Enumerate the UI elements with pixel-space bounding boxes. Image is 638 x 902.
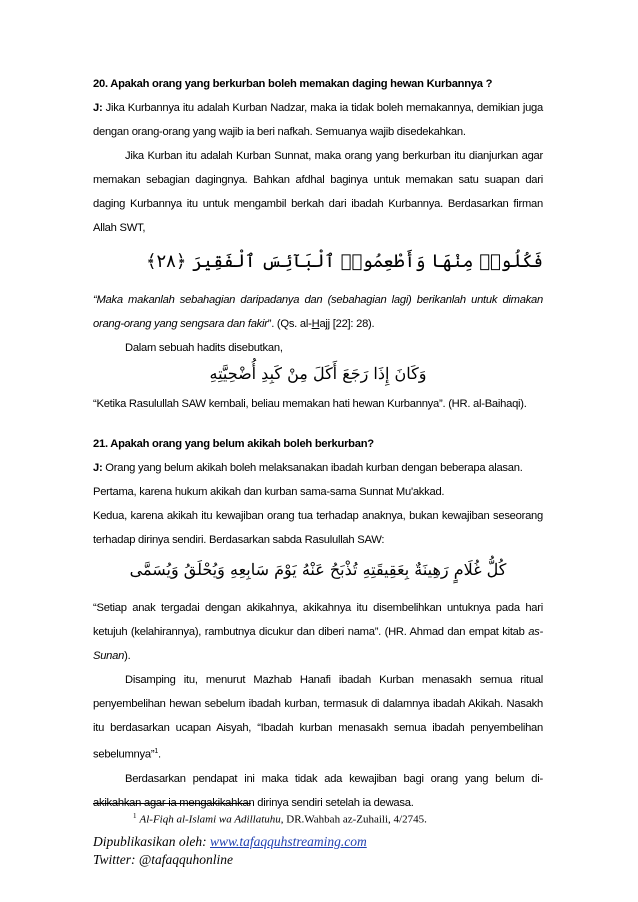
hadith-translation-2-text: ketujuh (kelahirannya), rambutnya dicukur dan diberi nama”. (HR. Ahmad dan empat kitab	[93, 626, 529, 638]
reason-2-line-2: terhadap dirinya sendiri. Berdasarkan sabda Rasulullah SAW:	[93, 534, 385, 546]
verse-translation-text-2: orang-orang yang sengsara dan fakir	[93, 318, 268, 330]
hadith-translation-2-line-2	[93, 620, 543, 644]
footnote-reference[interactable]: 1	[154, 748, 158, 755]
paragraph-sunnat-line-1: Jika Kurban itu adalah Kurban Sunnat, maka orang yang berkurban itu dianjurkan agar	[125, 150, 543, 162]
paragraph-hanafi-line-3: itu berdasarkan ucapan Aisyah, “Ibadah kurban menasakh semua ibadah penyembelihan	[93, 722, 543, 734]
arabic-verse: فَكُلُوا۟ مِنْهَا وَأَطْعِمُوا۟ ٱلْبَآئِسَ ٱلْفَقِيرَ ﴿٢٨﴾	[145, 251, 543, 272]
verse-translation-line-1	[93, 288, 543, 312]
answer-prefix: J:	[93, 102, 103, 114]
paragraph-hanafi-line-2: penyembelihan hewan sebelum ibadah kurban, termasuk di dalamnya ibadah Akikah. Nasakh	[93, 698, 543, 710]
footnote-number: 1	[133, 812, 137, 820]
paragraph-sunnat-line-3: daging Kurbannya itu untuk mengambil berkah dari ibadah Kurbannya. Berdasarkan firman	[93, 198, 543, 210]
verse-reference: ”. (Qs. al-	[267, 318, 312, 330]
arabic-hadith-1: وَكَانَ إِذَا رَجَعَ أَكَلَ مِنْ كَبِدِ أُضْحِيَّتِهِ	[209, 364, 427, 383]
hadith-source-italic: as-	[528, 626, 543, 638]
publisher-link[interactable]: www.tafaqquhstreaming.com	[209, 834, 367, 849]
question-21-title: 21. Apakah orang yang belum akikah boleh berkurban?	[93, 438, 374, 450]
answer-prefix-21: J:	[93, 462, 103, 474]
answer-20-line-2: dengan orang-orang yang wajib ia beri nafkah. Semuanya wajib disedekahkan.	[93, 126, 466, 138]
hadith-source-end: ).	[124, 650, 131, 662]
publisher-line	[93, 833, 367, 851]
footnote-divider	[93, 803, 251, 804]
publisher-info	[93, 833, 367, 869]
hadith-translation-2-line-3	[93, 644, 543, 668]
footnote	[133, 812, 427, 826]
paragraph-hanafi-text: sebelumnya”	[93, 748, 155, 761]
paragraph-conclusion-line-2: akikahkan agar ia mengakikahkan dirinya sendiri setelah ia dewasa.	[93, 796, 414, 809]
arabic-hadith-2: كُلُّ غُلَامٍ رَهِينَةٌ بِعَقِيقَتِهِ تُذْبَحُ عَنْهُ يَوْمَ سَابِعِهِ وَيُحْلَقُ وَيُسَمَّى	[129, 560, 507, 579]
question-20-title: 20. Apakah orang yang berkurban boleh memakan daging hewan Kurbannya ?	[93, 78, 493, 90]
paragraph-hanafi-line-1: Disamping itu, menurut Mazhab Hanafi ibadah Kurban menasakh semua ritual	[125, 674, 543, 686]
paragraph-sunnat-line-4: Allah SWT,	[93, 222, 146, 234]
paragraph-hanafi-end: .	[157, 748, 161, 761]
paragraph-sunnat-line-2: memakan sebagian dagingnya. Bahkan afdhal baginya untuk memakan satu suapan dari	[93, 174, 543, 186]
verse-reference-h: H	[311, 318, 320, 330]
verse-translation-line-2	[93, 312, 543, 336]
answer-20-line-1	[93, 96, 543, 120]
footnote-book-title: Al-Fiqh al-Islami wa Adillatuhu	[139, 813, 281, 826]
section-gap	[93, 416, 543, 432]
twitter-handle: Twitter: @tafaqquhonline	[93, 852, 234, 867]
paragraph-hanafi-line-4	[93, 740, 543, 767]
answer-21-line	[93, 456, 543, 480]
paragraph-conclusion-line-1: Berdasarkan pendapat ini maka tidak ada kewajiban bagi orang yang belum di-	[125, 772, 543, 785]
page-content	[93, 72, 543, 815]
footnote-citation: , DR.Wahbah az-Zuhaili, 4/2745.	[280, 813, 427, 826]
verse-reference-end: ajj [22]: 28).	[319, 318, 375, 330]
publisher-label: Dipublikasikan oleh:	[93, 834, 210, 849]
hadith-translation-1: “Ketika Rasulullah SAW kembali, beliau memakan hati hewan Kurbannya”. (HR. al-Baihaqi).	[93, 398, 527, 410]
verse-translation-text: “Maka makanlah sebahagian daripadanya dan (sebahagian lagi) berikanlah untuk dimakan	[93, 294, 543, 306]
answer-20-text: Jika Kurbannya itu adalah Kurban Nadzar, maka ia tidak boleh memakannya, demikian juga	[102, 102, 543, 114]
reason-1: Pertama, karena hukum akikah dan kurban sama-sama Sunnat Mu'akkad.	[93, 486, 445, 498]
hadith-intro: Dalam sebuah hadits disebutkan,	[125, 342, 283, 354]
answer-21-text: Orang yang belum akikah boleh melaksanakan ibadah kurban dengan beberapa alasan.	[102, 462, 523, 474]
hadith-translation-2-line-1: “Setiap anak tergadai dengan akikahnya, akikahnya itu disembelihkan untuknya pada hari	[93, 602, 543, 614]
reason-2-line-1: Kedua, karena akikah itu kewajiban orang tua terhadap anaknya, bukan kewajiban seseorang	[93, 510, 543, 522]
hadith-source-italic-2: Sunan	[93, 650, 125, 662]
